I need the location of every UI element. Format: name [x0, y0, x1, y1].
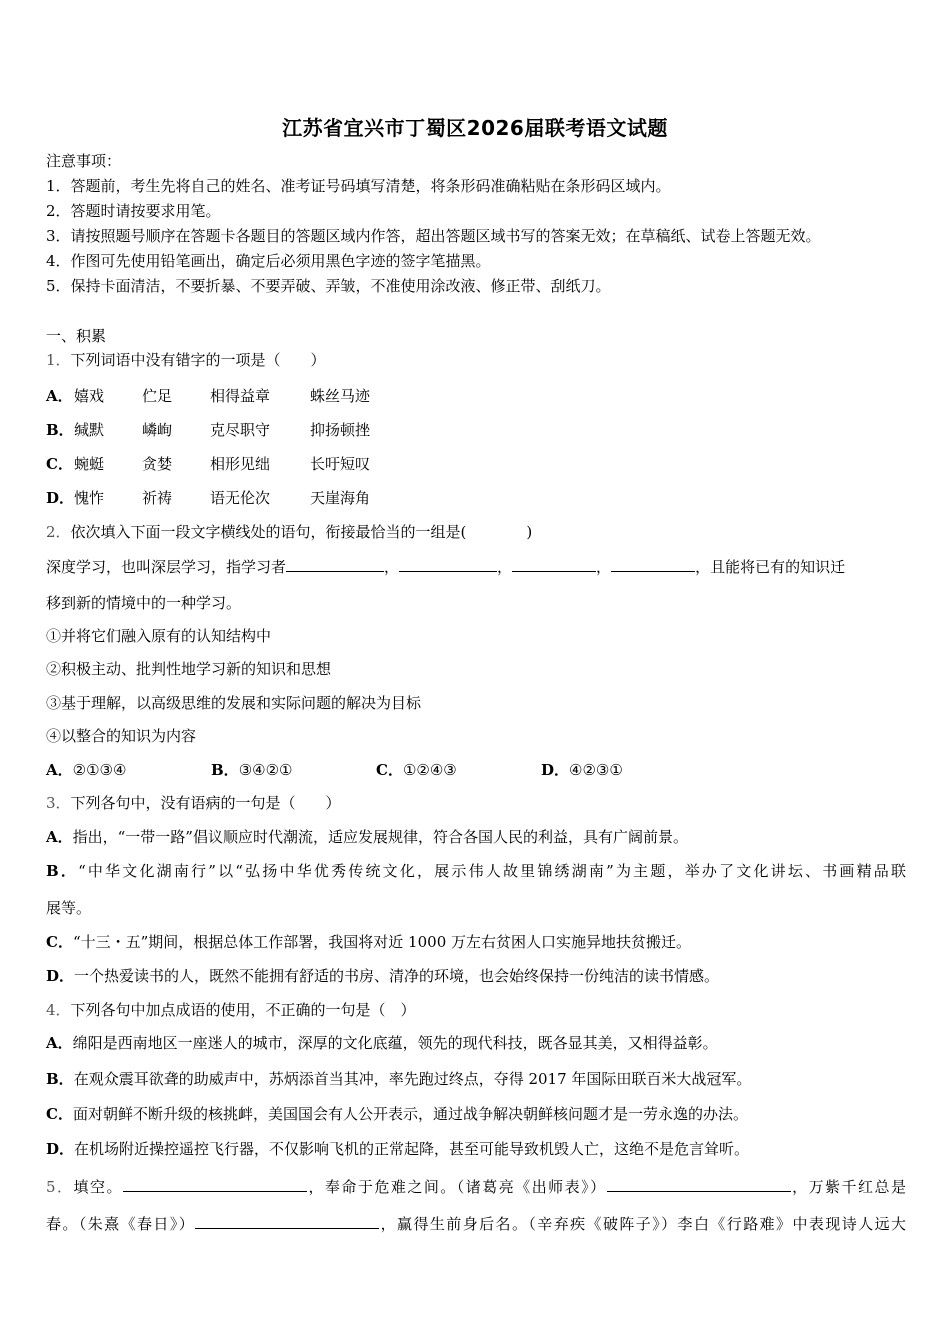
- q2-sentence-item: ④以整合的知识为内容: [46, 727, 197, 745]
- question-text: ，万紫千红总是: [790, 1178, 906, 1196]
- option-text: 在观众震耳欲聋的助威声中，苏炳添首当其冲，率先跑过终点，夺得 2017 年国际田联百米大战冠军。: [73, 1070, 752, 1088]
- q4-option-b[interactable]: [46, 1070, 751, 1088]
- q2-sentence-item: ②积极主动、批判性地学习新的知识和思想: [46, 660, 332, 678]
- question-number: 2．: [46, 523, 71, 541]
- option-word: 愧怍: [74, 489, 105, 507]
- question-number: 5．: [46, 1178, 74, 1196]
- option-text: ④②③①: [569, 761, 623, 779]
- question-text: 下列各句中加点成语的使用，不正确的一句是（ ）: [70, 1001, 416, 1019]
- option-label: B．: [46, 421, 74, 439]
- question-text: 依次填入下面一段文字横线处的语句，衔接最恰当的一组是( ): [70, 523, 533, 541]
- notice-item: 5．保持卡面清洁，不要折暴、不要弄破、弄皱，不准使用涂改液、修正带、刮纸刀。: [46, 277, 611, 295]
- question-3-stem: [46, 794, 341, 812]
- fill-blank[interactable]: [123, 1177, 307, 1192]
- option-word: 克尽职守: [210, 421, 271, 439]
- q3-option-a[interactable]: [46, 828, 688, 846]
- fill-blank[interactable]: [286, 557, 384, 572]
- option-label: B．: [46, 862, 79, 880]
- comma: ，: [596, 558, 612, 576]
- q4-option-a[interactable]: [46, 1034, 718, 1052]
- q3-option-b-continued: 展等。: [46, 899, 92, 917]
- question-number: 3．: [46, 794, 71, 812]
- option-label: B．: [211, 761, 239, 779]
- option-label: C．: [46, 455, 73, 473]
- question-1-stem: [46, 351, 326, 369]
- question-5-line: [46, 1214, 906, 1233]
- q3-option-c[interactable]: [46, 933, 691, 951]
- option-word: 蛛丝马迹: [310, 387, 371, 405]
- question-text: 春。（朱熹《春日》）: [46, 1215, 196, 1233]
- option-label: D．: [541, 761, 570, 779]
- question-text: ，奉命于危难之间。（诸葛亮《出师表》）: [306, 1178, 607, 1196]
- fill-blank[interactable]: [195, 1214, 379, 1229]
- page-title: 江苏省宜兴市丁蜀区2026届联考语文试题: [282, 116, 668, 140]
- notice-item: 1．答题前，考生先将自己的姓名、准考证号码填写清楚，将条形码准确粘贴在条形码区域内。: [46, 177, 671, 195]
- q2-choice-a[interactable]: [46, 761, 211, 779]
- option-word: 嶙峋: [142, 421, 173, 439]
- question-text: 下列各句中，没有语病的一句是（ ）: [70, 794, 341, 812]
- q2-choice-b[interactable]: [211, 761, 376, 779]
- passage-text: 深度学习，也叫深层学习，指学习者: [46, 558, 287, 576]
- option-word: 相得益章: [210, 387, 271, 405]
- option-label: C．: [46, 933, 73, 951]
- option-word: 语无伦次: [210, 489, 271, 507]
- option-text: ①②④③: [402, 761, 457, 779]
- question-text: 下列词语中没有错字的一项是（ ）: [70, 351, 326, 369]
- q1-option-b[interactable]: [46, 421, 370, 439]
- question-number: 4．: [46, 1001, 71, 1019]
- q3-option-b[interactable]: [46, 862, 906, 880]
- option-label: C．: [46, 1105, 73, 1123]
- option-label: A．: [46, 387, 73, 405]
- option-word: 长吁短叹: [310, 455, 371, 473]
- q2-choices: [46, 761, 623, 779]
- question-4-stem: [46, 1001, 416, 1019]
- notice-heading: 注意事项：: [46, 152, 122, 170]
- q2-passage-line: 移到新的情境中的一种学习。: [46, 594, 242, 612]
- option-word: 贪婪: [142, 455, 173, 473]
- question-text: ，赢得生前身后名。（辛弃疾《破阵子》）李白《行路难》中表现诗人远大: [379, 1215, 906, 1233]
- option-word: 缄默: [74, 421, 105, 439]
- q1-option-d[interactable]: [46, 489, 370, 507]
- option-word: 天崖海角: [310, 489, 371, 507]
- option-text: “中华文化湖南行”以“弘扬中华优秀传统文化，展示伟人故里锦绣湖南”为主题，举办了文化讲坛、书画精品联: [78, 862, 906, 880]
- option-label: D．: [46, 489, 75, 507]
- option-label: B．: [46, 1070, 74, 1088]
- passage-text: ，且能将已有的知识迁: [695, 558, 846, 576]
- q2-choice-c[interactable]: [376, 761, 541, 779]
- q2-sentence-item: ③基于理解，以高级思维的发展和实际问题的解决为目标: [46, 694, 422, 712]
- question-5-line: [46, 1177, 906, 1196]
- option-word: 相形见绌: [210, 455, 271, 473]
- q4-option-c[interactable]: [46, 1105, 748, 1123]
- q2-passage-line: [46, 557, 845, 576]
- option-label: A．: [46, 761, 73, 779]
- option-label: A．: [46, 1034, 73, 1052]
- q2-choice-d[interactable]: [541, 761, 623, 779]
- option-text: ②①③④: [72, 761, 127, 779]
- section-heading: 一、积累: [46, 327, 107, 345]
- option-label: D．: [46, 1140, 75, 1158]
- option-word: 祈祷: [142, 489, 173, 507]
- option-text: 面对朝鲜不断升级的核挑衅，美国国会有人公开表示，通过战争解决朝鲜核问题才是一劳永逸的办法。: [72, 1105, 748, 1123]
- option-label: A．: [46, 828, 73, 846]
- question-2-stem: [46, 523, 532, 541]
- comma: ，: [497, 558, 513, 576]
- question-number: 1．: [46, 351, 71, 369]
- option-label: C．: [376, 761, 403, 779]
- option-text: 一个热爱读书的人，既然不能拥有舒适的书房、清净的环境，也会始终保持一份纯洁的读书情感。: [74, 967, 720, 985]
- option-text: 指出，“一带一路”倡议顺应时代潮流，适应发展规律，符合各国人民的利益，具有广阔前景。: [72, 828, 688, 846]
- notice-item: 3．请按照题号顺序在答题卡各题目的答题区域内作答，超出答题区域书写的答案无效；在草稿纸、试卷上答题无效。: [46, 227, 821, 245]
- q1-option-c[interactable]: [46, 455, 370, 473]
- notice-item: 4．作图可先使用铅笔画出，确定后必须用黑色字迹的签字笔描黑。: [46, 252, 491, 270]
- fill-blank[interactable]: [399, 557, 497, 572]
- q1-option-a[interactable]: [46, 387, 370, 405]
- comma: ，: [384, 558, 400, 576]
- option-text: “十三・五”期间，根据总体工作部署，我国将对近 1000 万左右贫困人口实施异地扶贫搬迁。: [72, 933, 692, 951]
- option-word: 蜿蜓: [74, 455, 105, 473]
- fill-blank[interactable]: [611, 557, 695, 572]
- q2-sentence-item: ①并将它们融入原有的认知结构中: [46, 627, 272, 645]
- question-text: 填空。: [73, 1178, 123, 1196]
- q3-option-d[interactable]: [46, 967, 719, 985]
- option-word: 抑扬顿挫: [310, 421, 371, 439]
- notice-item: 2．答题时请按要求用笔。: [46, 202, 221, 220]
- fill-blank[interactable]: [512, 557, 596, 572]
- option-text: 在机场附近操控遥控飞行器，不仅影响飞机的正常起降，甚至可能导致机毁人亡，这绝不是危言耸听。: [74, 1140, 750, 1158]
- option-text: 绵阳是西南地区一座迷人的城市，深厚的文化底蕴，领先的现代科技，既各显其美，又相得益彰。: [72, 1034, 718, 1052]
- fill-blank[interactable]: [607, 1177, 791, 1192]
- option-word: 伫足: [142, 387, 173, 405]
- option-word: 嬉戏: [74, 387, 105, 405]
- option-text: ③④②①: [238, 761, 293, 779]
- option-label: D．: [46, 967, 75, 985]
- q4-option-d[interactable]: [46, 1140, 749, 1158]
